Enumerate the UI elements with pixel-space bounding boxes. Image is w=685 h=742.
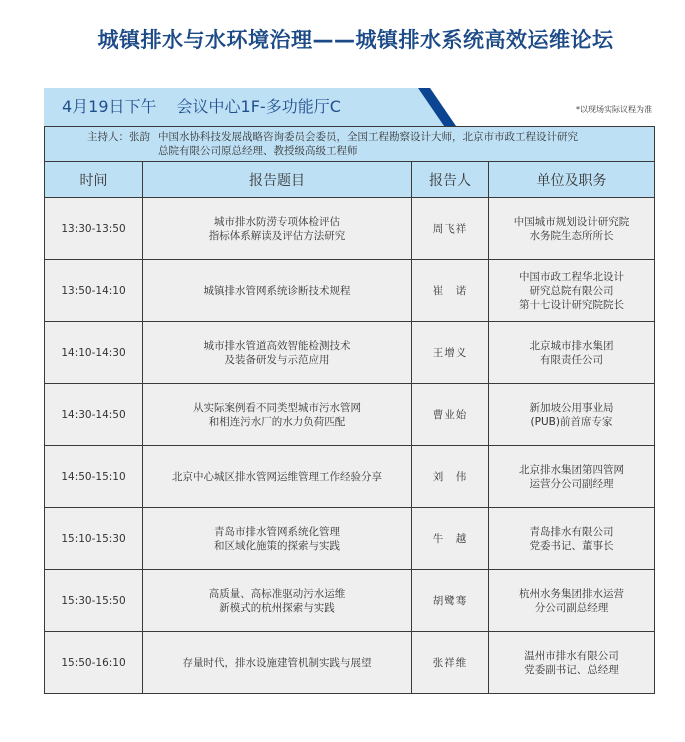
affiliation-cell — [489, 260, 655, 322]
session-venue: 会议中心1F-多功能厅C — [176, 97, 341, 116]
affiliation-line: 分公司副总经理 — [534, 601, 609, 614]
time-cell: 13:30-13:50 — [45, 198, 143, 260]
affiliation-cell — [489, 446, 655, 508]
topic-line: 高质量、高标准驱动污水运维 — [208, 587, 346, 600]
topic-line: 北京中心城区排水管网运维管理工作经验分享 — [172, 470, 382, 483]
column-header-speaker: 报告人 — [412, 162, 489, 198]
affiliation-line: 青岛排水有限公司 — [529, 525, 614, 538]
affiliation-line: 研究总院有限公司 — [529, 284, 614, 297]
session-info — [62, 94, 341, 117]
affiliation-cell — [489, 570, 655, 632]
speaker-cell: 王增义 — [412, 322, 489, 384]
affiliation-cell — [489, 198, 655, 260]
affiliation-line: 中国市政工程华北设计 — [519, 270, 624, 283]
topic-line: 城市排水管道高效智能检测技术 — [203, 339, 351, 352]
topic-line: 和区域化施策的探索与实践 — [214, 539, 340, 552]
speaker-cell: 周飞祥 — [412, 198, 489, 260]
affiliation-line: 杭州水务集团排水运营 — [519, 587, 624, 600]
affiliation-line: 运营分公司副经理 — [529, 477, 614, 490]
table-row — [45, 508, 655, 570]
agenda-note: *以现场实际议程为准 — [576, 105, 652, 114]
topic-cell — [143, 198, 412, 260]
affiliation-line: (PUB)前首席专家 — [530, 415, 613, 428]
affiliation-line: 北京排水集团第四管网 — [519, 463, 624, 476]
topic-cell — [143, 384, 412, 446]
affiliation-line: 有限责任公司 — [540, 353, 603, 366]
speaker-cell: 胡鹭骞 — [412, 570, 489, 632]
affiliation-line: 温州市排水有限公司 — [524, 649, 619, 662]
table-row — [45, 632, 655, 694]
affiliation-line: 新加坡公用事业局 — [529, 401, 614, 414]
speaker-cell: 刘 伟 — [412, 446, 489, 508]
host-label: 主持人：张韵 — [87, 131, 150, 143]
affiliation-line: 第十七设计研究院院长 — [519, 298, 624, 311]
host-description: 中国水协科技发展战略咨询委员会委员，全国工程勘察设计大师，北京市市政工程设计研究总院有限公司原总经理、教授级高级工程师 — [158, 131, 578, 157]
affiliation-line: 党委副书记、总经理 — [524, 663, 619, 676]
topic-cell — [143, 322, 412, 384]
table-row — [45, 322, 655, 384]
host-cell — [45, 127, 655, 162]
column-header-topic: 报告题目 — [143, 162, 412, 198]
topic-line: 城市排水防涝专项体检评估 — [214, 215, 340, 228]
topic-line: 存量时代，排水设施建管机制实践与展望 — [182, 656, 372, 669]
affiliation-line: 水务院生态所所长 — [529, 229, 614, 242]
column-header-time: 时间 — [45, 162, 143, 198]
speaker-cell: 张祥维 — [412, 632, 489, 694]
agenda-table — [44, 126, 655, 694]
table-row — [45, 260, 655, 322]
affiliation-cell — [489, 384, 655, 446]
table-header-row — [45, 162, 655, 198]
table-row — [45, 570, 655, 632]
time-cell: 15:30-15:50 — [45, 570, 143, 632]
topic-cell — [143, 632, 412, 694]
topic-cell — [143, 570, 412, 632]
time-cell: 14:10-14:30 — [45, 322, 143, 384]
host-row — [45, 127, 655, 162]
speaker-cell: 曹业始 — [412, 384, 489, 446]
affiliation-cell — [489, 322, 655, 384]
topic-line: 和相连污水厂的水力负荷匹配 — [208, 415, 346, 428]
affiliation-cell — [489, 508, 655, 570]
affiliation-cell — [489, 632, 655, 694]
affiliation-line: 党委书记、董事长 — [529, 539, 614, 552]
time-cell: 14:50-15:10 — [45, 446, 143, 508]
topic-line: 新模式的杭州探索与实践 — [219, 601, 335, 614]
session-date: 4月19日下午 — [62, 97, 157, 116]
topic-line: 城镇排水管网系统诊断技术规程 — [203, 284, 351, 297]
session-banner — [44, 88, 464, 126]
affiliation-line: 北京城市排水集团 — [529, 339, 614, 352]
topic-line: 及装备研发与示范应用 — [224, 353, 330, 366]
table-row — [45, 198, 655, 260]
time-cell: 14:30-14:50 — [45, 384, 143, 446]
column-header-affiliation: 单位及职务 — [489, 162, 655, 198]
speaker-cell: 崔 诺 — [412, 260, 489, 322]
speaker-cell: 牛 越 — [412, 508, 489, 570]
topic-line: 从实际案例看不同类型城市污水管网 — [193, 401, 361, 414]
time-cell: 15:50-16:10 — [45, 632, 143, 694]
affiliation-line: 中国城市规划设计研究院 — [513, 215, 630, 228]
topic-cell — [143, 508, 412, 570]
time-cell: 15:10-15:30 — [45, 508, 143, 570]
topic-cell — [143, 446, 412, 508]
time-cell: 13:50-14:10 — [45, 260, 143, 322]
table-row — [45, 446, 655, 508]
topic-line: 指标体系解读及评估方法研究 — [208, 229, 346, 242]
topic-line: 青岛市排水管网系统化管理 — [214, 525, 340, 538]
table-row — [45, 384, 655, 446]
topic-cell — [143, 260, 412, 322]
page-title: 城镇排水与水环境治理——城镇排水系统高效运维论坛 — [97, 28, 614, 52]
